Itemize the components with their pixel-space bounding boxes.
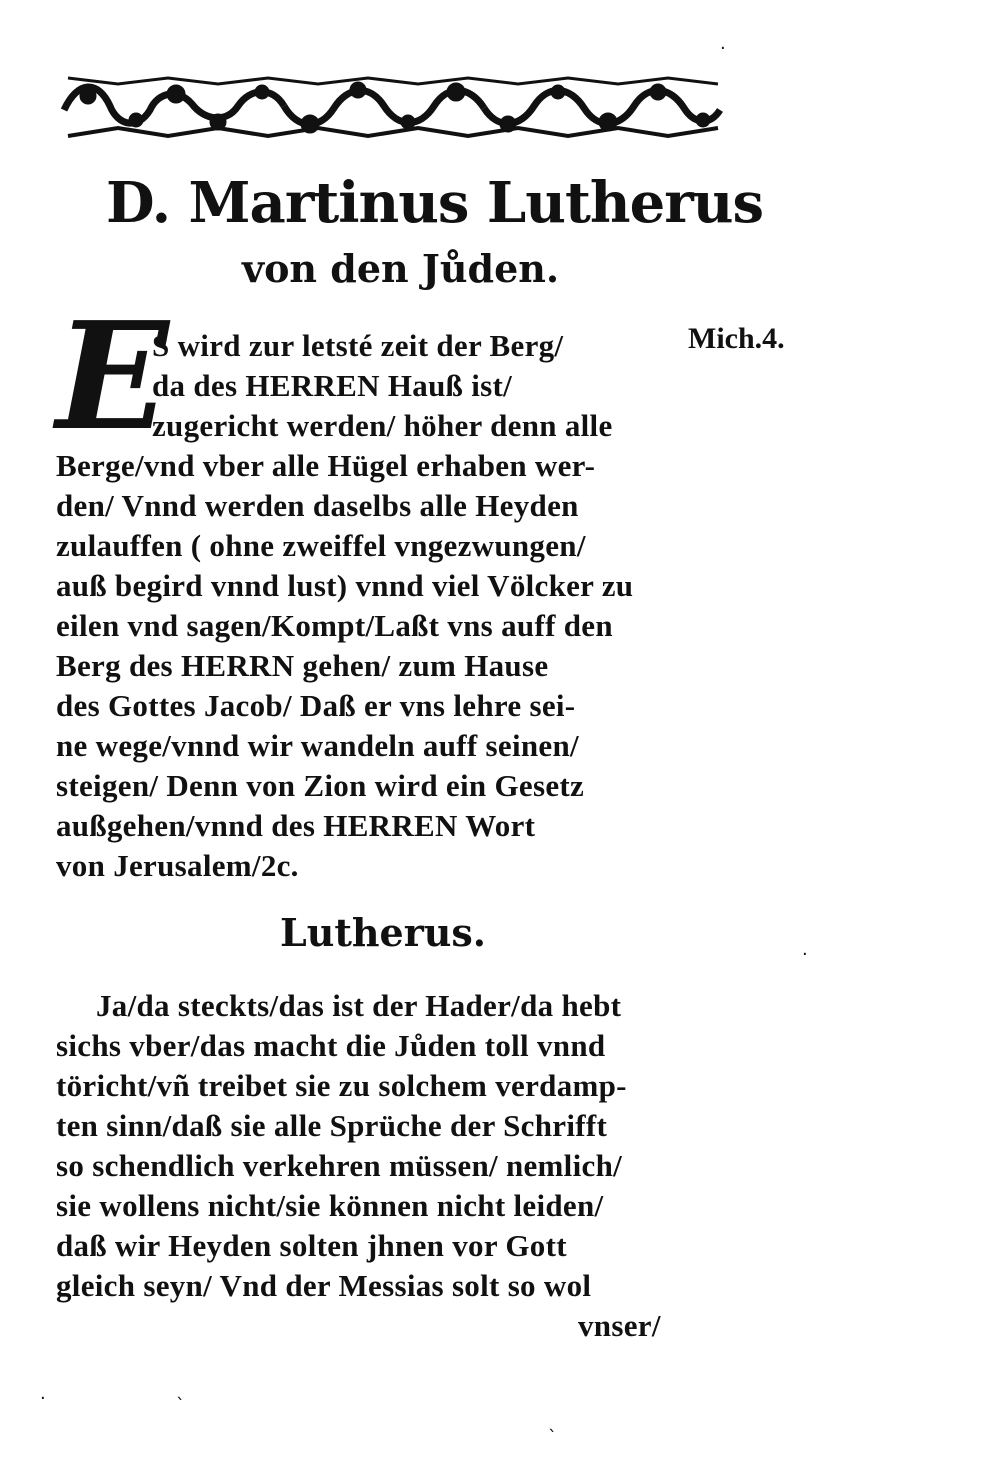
print-speck: · (802, 944, 808, 965)
paragraph1-line: eilen vnd sagen/Kompt/Laßt vns auff den (56, 608, 613, 643)
paragraph2-line: daß wir Heyden solten jhnen vor Gott (56, 1228, 567, 1263)
paragraph1-line: zugericht werden/ höher denn alle (152, 408, 613, 443)
paragraph2-line: sichs vber/das macht die Jůden toll vnnd (56, 1028, 606, 1063)
paragraph1-line: ne wege/vnnd wir wandeln auff seinen/ (56, 728, 579, 763)
paragraph1-line: den/ Vnnd werden daselbs alle Heyden (56, 488, 579, 523)
print-speck: ˎ (548, 1412, 557, 1433)
paragraph1-line: des Gottes Jacob/ Daß er vns lehre sei- (56, 688, 576, 723)
paragraph1-line: auß begird vnnd lust) vnnd viel Völcker zu (56, 568, 634, 603)
paragraph1-line: von Jerusalem/2c. (56, 848, 299, 883)
print-speck: ˎ (176, 1380, 185, 1401)
paragraph1-line: zulauffen ( ohne zweiffel vngezwungen/ (56, 528, 586, 563)
paragraph1-line: außgehen/vnnd des HERREN Wort (56, 808, 536, 843)
page-title: D. Martinus Lutherus (106, 170, 763, 236)
paragraph2-line: sie wollens nicht/sie können nicht leiden/ (56, 1188, 604, 1223)
paragraph1-line: da des HERREN Hauß ist/ (152, 368, 513, 403)
paragraph2-line: ten sinn/daß sie alle Sprüche der Schrifft (56, 1108, 608, 1143)
paragraph1-line: steigen/ Denn von Zion wird ein Gesetz (56, 768, 585, 803)
paragraph1-line: Berg des HERRN gehen/ zum Hause (56, 648, 549, 683)
paragraph1-line: S wird zur letsté zeit der Berg/ (152, 328, 564, 363)
paragraph2-line: gleich seyn/ Vnd der Messias solt so wol (56, 1268, 592, 1303)
decorative-border-ornament (58, 70, 726, 142)
print-speck: · (40, 1388, 46, 1409)
page-subtitle: von den Jůden. (242, 246, 560, 291)
print-speck: · (720, 38, 726, 59)
paragraph2-line: töricht/vñ treibet sie zu solchem verdamp- (56, 1068, 627, 1103)
margin-reference-note: Mich.4. (688, 322, 785, 355)
drop-cap-letter: E (56, 289, 169, 463)
section-heading: Lutherus. (280, 910, 486, 955)
paragraph2-line: so schendlich verkehren müssen/ nemlich/ (56, 1148, 623, 1183)
catchword: vnser/ (578, 1308, 661, 1343)
paragraph2-line: Ja/da steckts/das ist der Hader/da hebt (96, 988, 622, 1023)
paragraph1-line: Berge/vnd vber alle Hügel erhaben wer- (56, 448, 596, 483)
